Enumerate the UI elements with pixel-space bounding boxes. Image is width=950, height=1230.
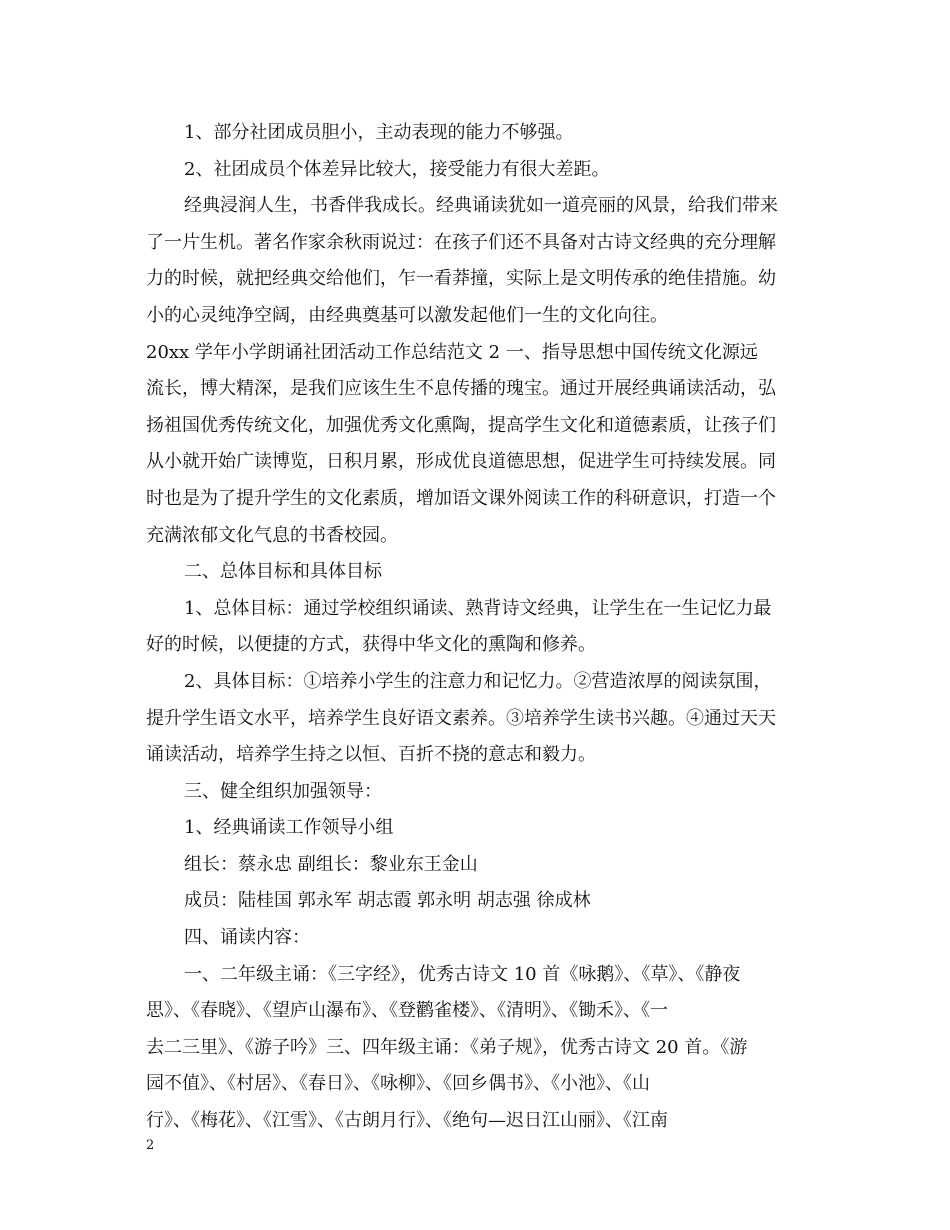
text-line: 力的时候，就把经典交给他们，乍一看莽撞，实际上是文明传承的绝佳措施。幼 — [146, 268, 776, 290]
text-line: 小的心灵纯净空阔，由经典奠基可以激发起他们一生的文化向往。 — [146, 304, 668, 326]
text-line: 了一片生机。著名作家余秋雨说过：在孩子们还不具备对古诗文经典的充分理解 — [146, 231, 776, 253]
text-line: 提升学生语文水平，培养学生良好语文素养。③培养学生读书兴趣。④通过天天 — [146, 707, 776, 729]
page-number: 2 — [146, 1138, 155, 1153]
text-line: 充满浓郁文化气息的书香校园。 — [146, 524, 398, 546]
text-line: 二、总体目标和具体目标 — [184, 561, 382, 583]
text-line: 三、健全组织加强领导： — [184, 780, 382, 802]
text-line: 一、二年级主诵：《三字经》，优秀古诗文 10 首《咏鹅》、《草》、《静夜 — [184, 963, 741, 985]
text-line: 扬祖国优秀传统文化，加强优秀文化熏陶，提高学生文化和道德素质，让孩子们 — [146, 414, 776, 436]
text-line: 思》、《春晓》、《望庐山瀑布》、《登鹳雀楼》、《清明》、《锄禾》、《一 — [146, 1000, 668, 1022]
text-line: 时也是为了提升学生的文化素质，增加语文课外阅读工作的科研意识，打造一个 — [146, 487, 776, 509]
text-line: 经典浸润人生，书香伴我成长。经典诵读犹如一道亮丽的风景，给我们带来 — [184, 195, 778, 217]
document-body — [146, 115, 810, 1140]
text-line: 流长，博大精深，是我们应该生生不息传播的瑰宝。通过开展经典诵读活动，弘 — [146, 378, 776, 400]
text-line: 园不值》、《村居》、《春日》、《咏柳》、《回乡偶书》、《小池》、《山 — [146, 1073, 650, 1095]
text-line: 组长：蔡永忠 副组长：黎业东王金山 — [184, 853, 478, 875]
text-line: 诵读活动，培养学生持之以恒、百折不挠的意志和毅力。 — [146, 744, 596, 766]
text-line: 1、经典诵读工作领导小组 — [184, 817, 394, 839]
text-line: 1、总体目标：通过学校组织诵读、熟背诗文经典，让学生在一生记忆力最 — [184, 597, 772, 619]
text-line: 去二三里》、《游子吟》三、四年级主诵：《弟子规》，优秀古诗文 20 首。《游 — [146, 1036, 748, 1058]
text-line: 20xx 学年小学朗诵社团活动工作总结范文 2 一、指导思想中国传统文化源远 — [146, 341, 758, 363]
text-line: 2、社团成员个体差异比较大，接受能力有很大差距。 — [184, 158, 610, 180]
text-line: 从小就开始广读博览，日积月累，形成优良道德思想，促进学生可持续发展。同 — [146, 451, 776, 473]
text-line: 好的时候，以便捷的方式，获得中华文化的熏陶和修养。 — [146, 634, 596, 656]
text-line: 行》、《梅花》、《江雪》、《古朗月行》、《绝句—迟日江山丽》、《江南 — [146, 1110, 668, 1132]
text-line: 四、诵读内容： — [184, 927, 310, 949]
text-line: 1、部分社团成员胆小，主动表现的能力不够强。 — [184, 122, 574, 143]
text-line: 成员：陆桂国 郭永军 胡志霞 郭永明 胡志强 徐成林 — [184, 890, 591, 912]
text-line: 2、具体目标：①培养小学生的注意力和记忆力。②营造浓厚的阅读氛围， — [184, 670, 772, 692]
